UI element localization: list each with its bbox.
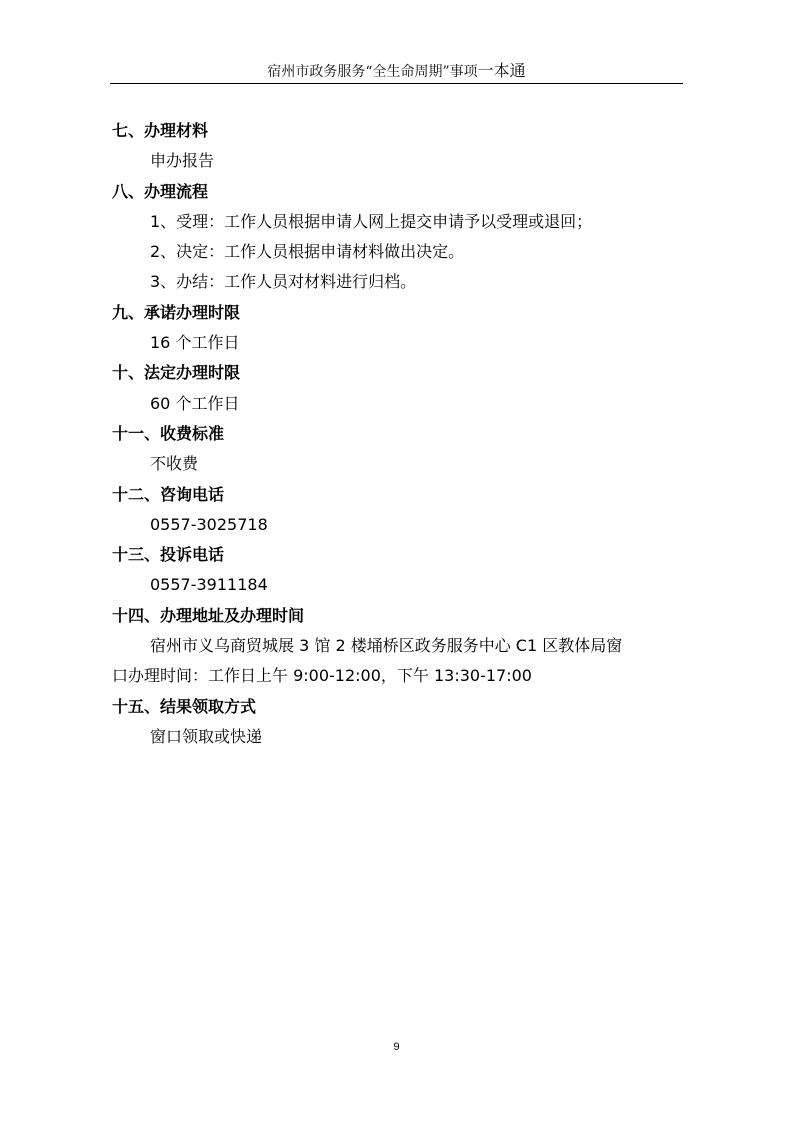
section-heading: 十、法定办理时限: [112, 363, 241, 383]
section-heading: 九、承诺办理时限: [112, 302, 241, 322]
header-title-tail: 一本通: [477, 61, 526, 80]
section-heading: 十二、咨询电话: [112, 484, 225, 504]
section-heading: 十五、结果领取方式: [112, 696, 257, 716]
office-address: 宿州市义乌商贸城展 3 馆 2 楼埇桥区政务服务中心 C1 区教体局窗: [150, 636, 623, 656]
process-step: 3、办结：工作人员对材料进行归档。: [150, 272, 417, 292]
office-hours: 口办理时间：工作日上午 9:00-12:00，下午 13:30-17:00: [112, 666, 532, 686]
section-heading: 七、办理材料: [112, 121, 209, 140]
section-text: 申办报告: [150, 151, 215, 171]
section-heading: 十四、办理地址及办理时间: [112, 605, 305, 625]
page-header: [0, 58, 793, 81]
section-text: 16 个工作日: [150, 333, 240, 353]
process-step: 1、受理：工作人员根据申请人网上提交申请予以受理或退回；: [150, 211, 593, 231]
document-body: [112, 116, 692, 752]
section-text: 60 个工作日: [150, 393, 240, 413]
section-heading: 十一、收费标准: [112, 423, 225, 443]
process-step: 2、决定：工作人员根据申请材料做出决定。: [150, 242, 465, 262]
header-title: 宿州市政务服务“全生命周期”事项: [267, 64, 478, 80]
header-rule: [110, 83, 683, 84]
section-text: 窗口领取或快递: [150, 726, 263, 746]
consult-phone: 0557-3025718: [150, 514, 268, 534]
section-heading: 八、办理流程: [112, 181, 209, 201]
complaint-phone: 0557-3911184: [150, 575, 268, 595]
section-text: 不收费: [150, 454, 199, 474]
page-number: 9: [393, 1041, 400, 1053]
section-heading: 十三、投诉电话: [112, 545, 225, 565]
